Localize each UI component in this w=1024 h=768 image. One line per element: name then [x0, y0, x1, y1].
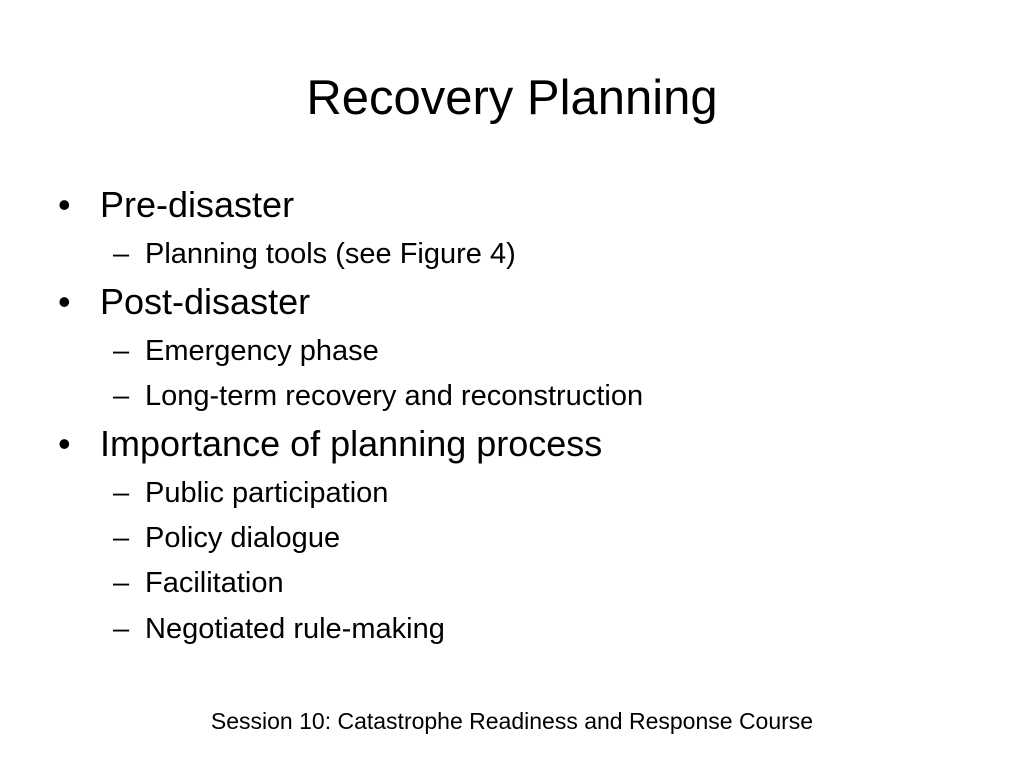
- sub-bullet-emergency-phase: [113, 334, 379, 368]
- sub-bullet-text: Emergency phase: [145, 335, 379, 367]
- slide-title: Recovery Planning: [306, 71, 718, 125]
- sub-bullet-text: Planning tools (see Figure 4): [145, 238, 516, 270]
- sub-bullet-marker: –: [113, 477, 130, 509]
- bullet-pre-disaster: [58, 184, 294, 226]
- bullet-marker: •: [58, 281, 71, 322]
- sub-bullet-policy-dialogue: [113, 521, 340, 555]
- sub-bullet-marker: –: [113, 335, 130, 367]
- sub-bullet-marker: –: [113, 380, 130, 412]
- bullet-marker: •: [58, 184, 71, 225]
- sub-bullet-negotiated-rule-making: [113, 612, 445, 646]
- sub-bullet-marker: –: [113, 522, 130, 554]
- bullet-post-disaster: [58, 281, 310, 323]
- slide-footer: Session 10: Catastrophe Readiness and Response Course: [210, 708, 814, 734]
- sub-bullet-marker: –: [113, 238, 130, 270]
- sub-bullet-text: Facilitation: [145, 567, 284, 599]
- bullet-text: Post-disaster: [100, 281, 311, 322]
- sub-bullet-marker: –: [113, 613, 130, 645]
- sub-bullet-text: Long-term recovery and reconstruction: [145, 380, 644, 412]
- sub-bullet-text: Public participation: [145, 477, 389, 509]
- sub-bullet-text: Negotiated rule-making: [145, 613, 445, 645]
- bullet-importance-planning: [58, 423, 602, 465]
- sub-bullet-facilitation: [113, 566, 284, 600]
- sub-bullet-long-term-recovery: [113, 379, 643, 413]
- sub-bullet-text: Policy dialogue: [145, 522, 341, 554]
- bullet-text: Importance of planning process: [100, 423, 603, 464]
- sub-bullet-planning-tools: [113, 237, 516, 271]
- bullet-marker: •: [58, 423, 71, 464]
- sub-bullet-public-participation: [113, 476, 388, 510]
- bullet-text: Pre-disaster: [100, 184, 295, 225]
- sub-bullet-marker: –: [113, 567, 130, 599]
